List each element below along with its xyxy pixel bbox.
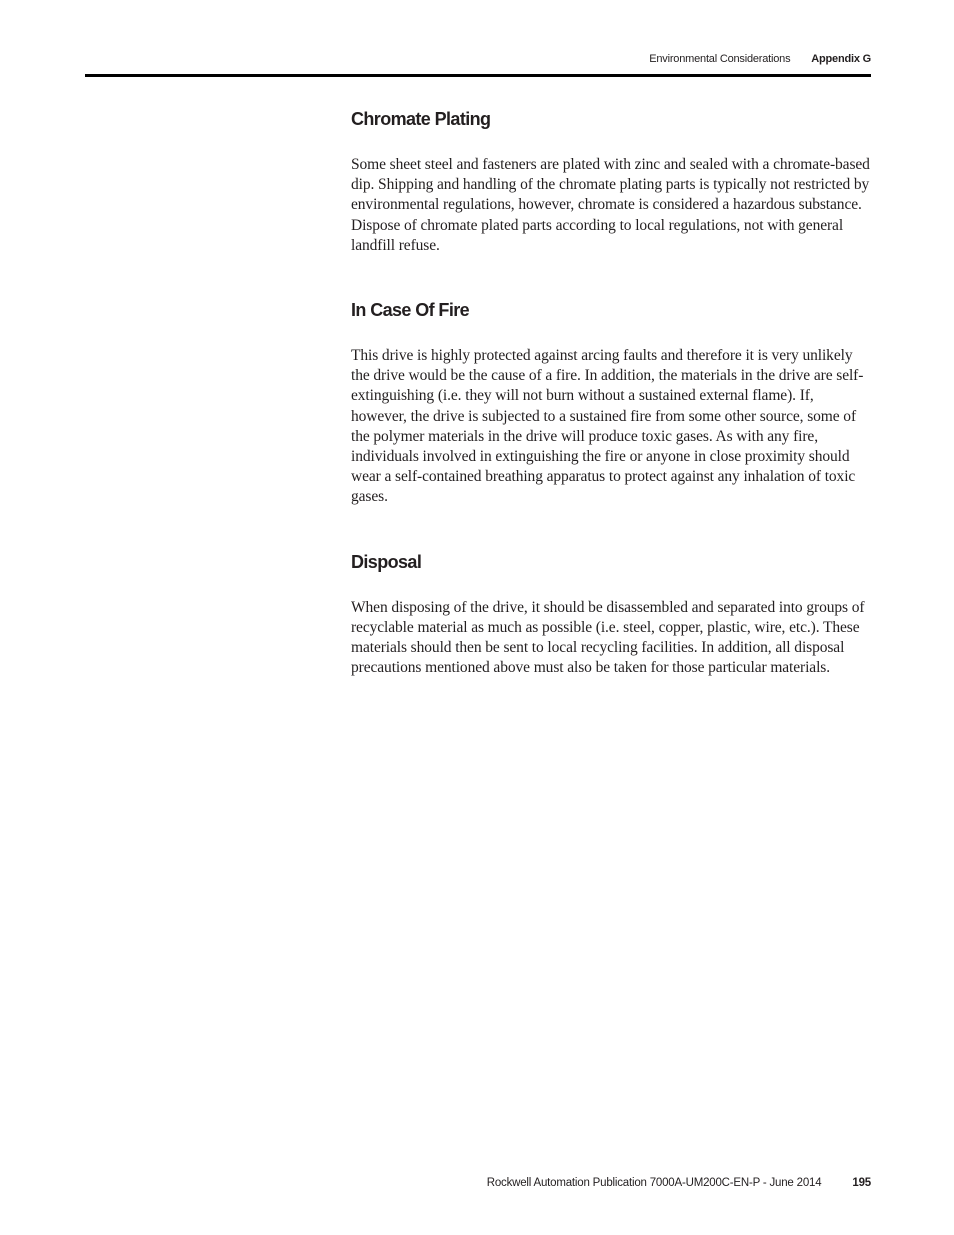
- header-appendix: Appendix G: [811, 53, 871, 65]
- section-body: Some sheet steel and fasteners are plated with zinc and sealed with a chromate-based dip. Shipping and handling of the chromate plating parts is typically not restricted by environmental regulations, however, chromate is considered a hazardous substance. Dispose of chromate plated parts according to local regulations, not with general landfill refuse.: [351, 156, 870, 254]
- header-rule: [85, 74, 871, 77]
- header-section-name: Environmental Considerations: [649, 53, 791, 65]
- main-content: [351, 106, 871, 719]
- section-disposal: [351, 549, 871, 679]
- running-header: [649, 53, 871, 65]
- section-title: In Case Of Fire: [351, 300, 470, 321]
- page-number: 195: [852, 1177, 871, 1189]
- section-body: When disposing of the drive, it should be disassembled and separated into groups of recyclable material as much as possible (i.e. steel, copper, plastic, wire, etc.). These materials should then be sent to local recycling facilities. In addition, all disposal precautions mentioned above must also be taken for those particular materials.: [351, 598, 865, 677]
- page-footer: [487, 1177, 871, 1189]
- section-title: Disposal: [351, 551, 422, 572]
- section-body: This drive is highly protected against arcing faults and therefore it is very unlikely the drive would be the cause of a fire. In addition, the materials in the drive are self-extinguishing (i.e. they will not burn without a sustained external flame). If, however, the drive is subjected to a sustained fire from some other source, some of the polymer materials in the drive will produce toxic gases. As with any fire, individuals involved in extinguishing the fire or anyone in close proximity should wear a self-contained breathing apparatus to protect against any inhalation of toxic gases.: [351, 347, 864, 506]
- section-title: Chromate Plating: [351, 109, 491, 129]
- section-chromate-plating: [351, 106, 871, 256]
- footer-publication: Rockwell Automation Publication 7000A-UM200C-EN-P - June 2014: [486, 1177, 822, 1189]
- section-in-case-of-fire: [351, 297, 871, 508]
